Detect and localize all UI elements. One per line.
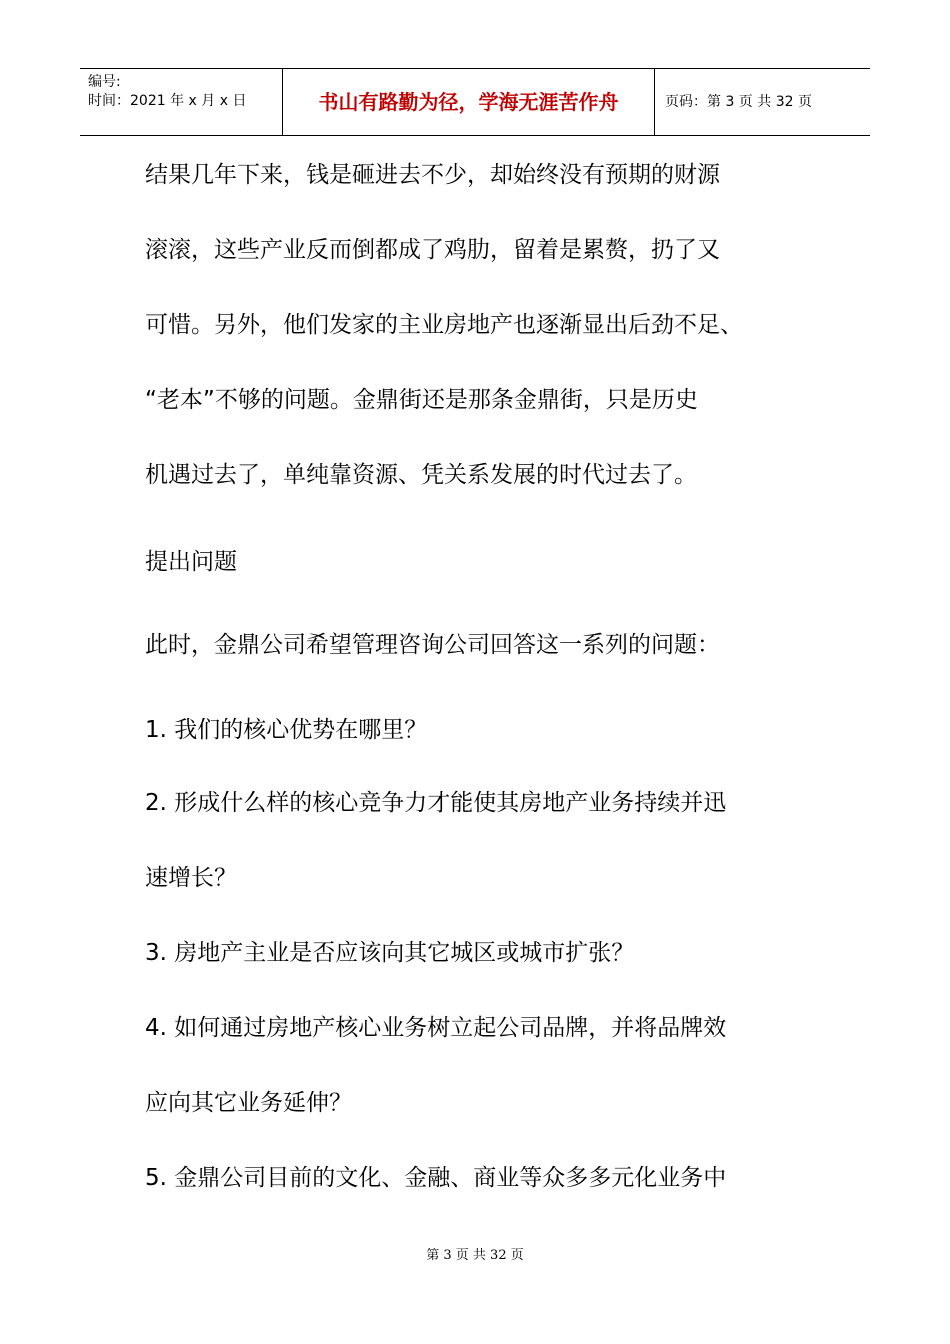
text-line: 机遇过去了，单纯靠资源、凭关系发展的时代过去了。 (145, 462, 697, 488)
list-item: 5. 金鼎公司目前的文化、金融、商业等众多多元化业务中 (145, 1165, 727, 1191)
text-line: 结果几年下来，钱是砸进去不少，却始终没有预期的财源 (145, 162, 720, 188)
list-item: 2. 形成什么样的核心竞争力才能使其房地产业务持续并迅 (145, 790, 727, 816)
page-footer: 第 3 页 共 32 页 (426, 1248, 524, 1263)
header-meta (80, 69, 282, 135)
document-number-label: 编号: (88, 74, 121, 90)
list-item: 1. 我们的核心优势在哪里？ (145, 717, 428, 743)
text-line: 应向其它业务延伸？ (145, 1090, 352, 1116)
section-heading: 提出问题 (145, 549, 237, 575)
text-line: 滚滚，这些产业反而倒都成了鸡肋，留着是累赘，扔了又 (145, 237, 720, 263)
list-item: 4. 如何通过房地产核心业务树立起公司品牌，并将品牌效 (145, 1015, 727, 1041)
header-motto: 书山有路勤为径，学海无涯苦作舟 (282, 69, 655, 135)
page-header (80, 68, 870, 136)
text-line: “老本”不够的问题。金鼎街还是那条金鼎街，只是历史 (145, 387, 698, 413)
header-page-code: 页码：第 3 页 共 32 页 (665, 94, 812, 110)
text-line: 此时，金鼎公司希望管理咨询公司回答这一系列的问题： (145, 632, 720, 658)
list-item: 3. 房地产主业是否应该向其它城区或城市扩张？ (145, 940, 635, 966)
text-line: 速增长？ (145, 865, 237, 891)
document-time-label: 时间：2021 年 x 月 x 日 (88, 93, 247, 109)
text-line: 可惜。另外，他们发家的主业房地产也逐渐显出后劲不足、 (145, 312, 743, 338)
